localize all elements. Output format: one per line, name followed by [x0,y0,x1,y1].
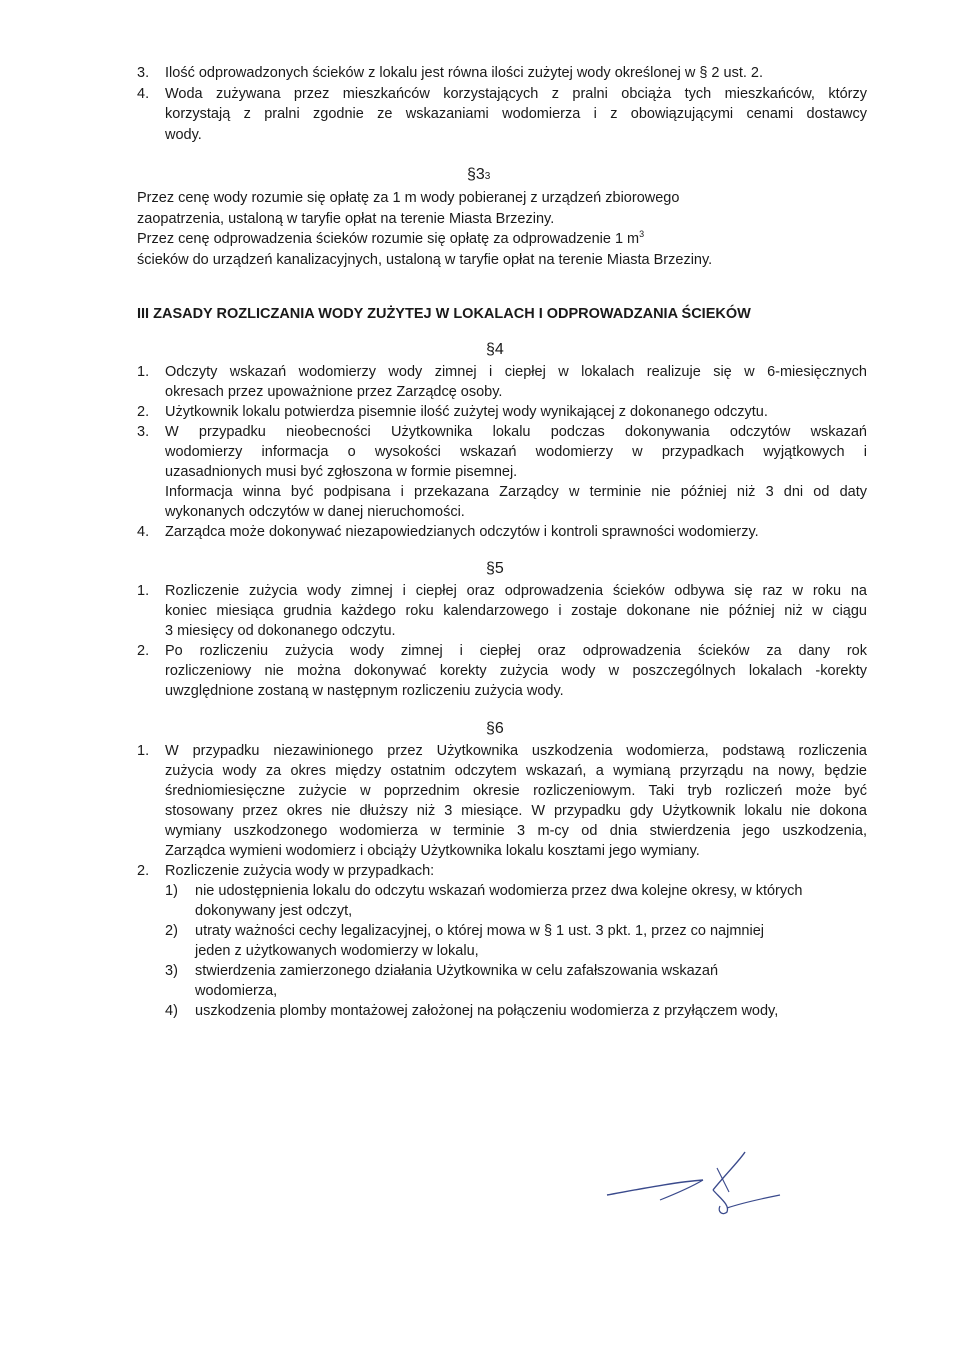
paragraph-line: wykonanych odczytów w danej nieruchomości. [165,504,465,520]
paragraph-line: Użytkownik lokalu potwierdza pisemnie ilość zużytej wody wynikającej z dokonanego odczytu. [165,404,768,420]
paragraph-line: uwzględnione zostaną w następnym rozliczeniu zużycia wody. [165,683,564,699]
paragraph-line: ścieków do urządzeń kanalizacyjnych, ustaloną w taryfie opłat na terenie Miasta Brzeziny. [137,252,713,268]
paragraph-line: nie udostępnienia lokalu do odczytu wskazań wodomierza przez dwa kolejne okresy, w których [195,883,803,899]
paragraph-line: zaopatrzenia, ustaloną w taryfie opłat na terenie Miasta Brzeziny. [137,211,555,227]
item-number: 1. [137,364,150,380]
paragraph-line: uzasadnionych musi być zgłoszona w formie pisemnej. [165,464,518,480]
item-number: 3. [137,424,150,440]
paragraph-line: Odczyty wskazań wodomierzy wody zimnej i ciepłej w lokalach realizuje się w 6-miesięcznych [165,364,867,380]
paragraph-line: wodomierza, [195,983,278,999]
section-title: §6 [486,720,504,737]
section-title: §33 [467,166,491,183]
paragraph-line: uszkodzenia plomby montażowej założonej na połączeniu wodomierza z przyłączem wody, [195,1003,779,1019]
item-number: 2. [137,863,150,879]
item-number: 2. [137,643,150,659]
subitem-number: 2) [165,923,178,939]
subitem-number: 3) [165,963,178,979]
paragraph-line: stwierdzenia zamierzonego działania Użytkownika w celu zafałszowania wskazań [195,963,719,979]
item-number: 2. [137,404,150,420]
paragraph-line: wody. [165,127,202,143]
paragraph-line: utraty ważności cechy legalizacyjnej, o której mowa w § 1 ust. 3 pkt. 1, przez co najmniej [195,923,764,939]
paragraph-line: Rozliczenie zużycia wody zimnej i ciepłej oraz odprowadzenia ścieków odbywa się raz w roku na [165,583,867,599]
paragraph-line: Informacja winna być podpisana i przekazana Zarządcy w terminie nie później niż 3 dni od daty [165,484,867,500]
paragraph-line: średniomiesięczne zużycie w poprzednim okresie rozliczeniowym. Taki tryb rozliczeń może być [165,783,867,799]
item-number: 4. [137,524,150,540]
paragraph-line: wymiany uszkodzonego wodomierza w terminie 3 m-cy od dnia stwierdzenia jego uszkodzenia, [165,823,867,839]
paragraph-line: W przypadku niezawinionego przez Użytkownika uszkodzenia wodomierza, podstawą rozliczenia [165,743,867,759]
paragraph-line: zużycia wody za okres między ostatnim odczytem wskazań, a wymianą przyrządu na nowy, będzie [165,763,867,779]
paragraph-line: jeden z użytkowanych wodomierzy w lokalu, [195,943,479,959]
paragraph-line: Zarządca wymieni wodomierz i obciąży Użytkownika lokalu kosztami jego wymiany. [165,843,700,859]
paragraph-line: Po rozliczeniu zużycia wody zimnej i ciepłej oraz odprowadzenia ścieków za dany rok [165,643,867,659]
paragraph-line: Woda zużywana przez mieszkańców korzystających z pralni obciąża tych mieszkańców, którzy [165,86,867,102]
paragraph-line: rozliczeniowy nie można dokonywać korekty zużycia wody w poszczególnych lokalach -korekty [165,663,867,679]
subitem-number: 4) [165,1003,178,1019]
paragraph-line: Rozliczenie zużycia wody w przypadkach: [165,863,435,879]
paragraph-line: Zarządca może dokonywać niezapowiedzianych odczytów i kontroli sprawności wodomierzy. [165,524,759,540]
chapter-heading: III ZASADY ROZLICZANIA WODY ZUŻYTEJ W LOKALACH I ODPROWADZANIA ŚCIEKÓW [137,306,751,322]
paragraph-line: wodomierzy informacja o wysokości wskazań wodomierzy w przypadkach wyjątkowych i [165,444,867,460]
item-number: 1. [137,583,150,599]
paragraph-line: Ilość odprowadzonych ścieków z lokalu jest równa ilości zużytej wody określonej w § 2 ust. 2. [165,65,763,81]
item-number: 4. [137,86,150,102]
subitem-number: 1) [165,883,178,899]
paragraph-line: okresach przez upoważnione przez Zarządcę osoby. [165,384,503,400]
paragraph-line: koniec miesiąca grudnia każdego roku kalendarzowego i zostaje dokonane nie później niż w ciągu [165,603,867,619]
paragraph-line: Przez cenę wody rozumie się opłatę za 1 m wody pobieranej z urządzeń zbiorowego [137,190,680,206]
paragraph-line: stosowany przez okres nie dłuższy niż 3 miesiące. W przypadku gdy Użytkownik lokalu nie dokona [165,803,867,819]
paragraph-line: W przypadku nieobecności Użytkownika lokalu podczas dokonywania odczytów wskazań [165,424,867,440]
section-title: §4 [486,341,504,358]
item-number: 1. [137,743,150,759]
signature-mark [605,1150,785,1220]
item-number: 3. [137,65,150,81]
paragraph-line: 3 miesięcy od dokonanego odczytu. [165,623,396,639]
paragraph-line: korzystają z pralni zgodnie ze wskazaniami wodomierza i z obowiązującymi cenami dostawcy [165,106,867,122]
paragraph-line: dokonywany jest odczyt, [195,903,353,919]
section-title: §5 [486,560,504,577]
paragraph-line: Przez cenę odprowadzenia ścieków rozumie się opłatę za odprowadzenie 1 $m^3$ [137,229,645,247]
